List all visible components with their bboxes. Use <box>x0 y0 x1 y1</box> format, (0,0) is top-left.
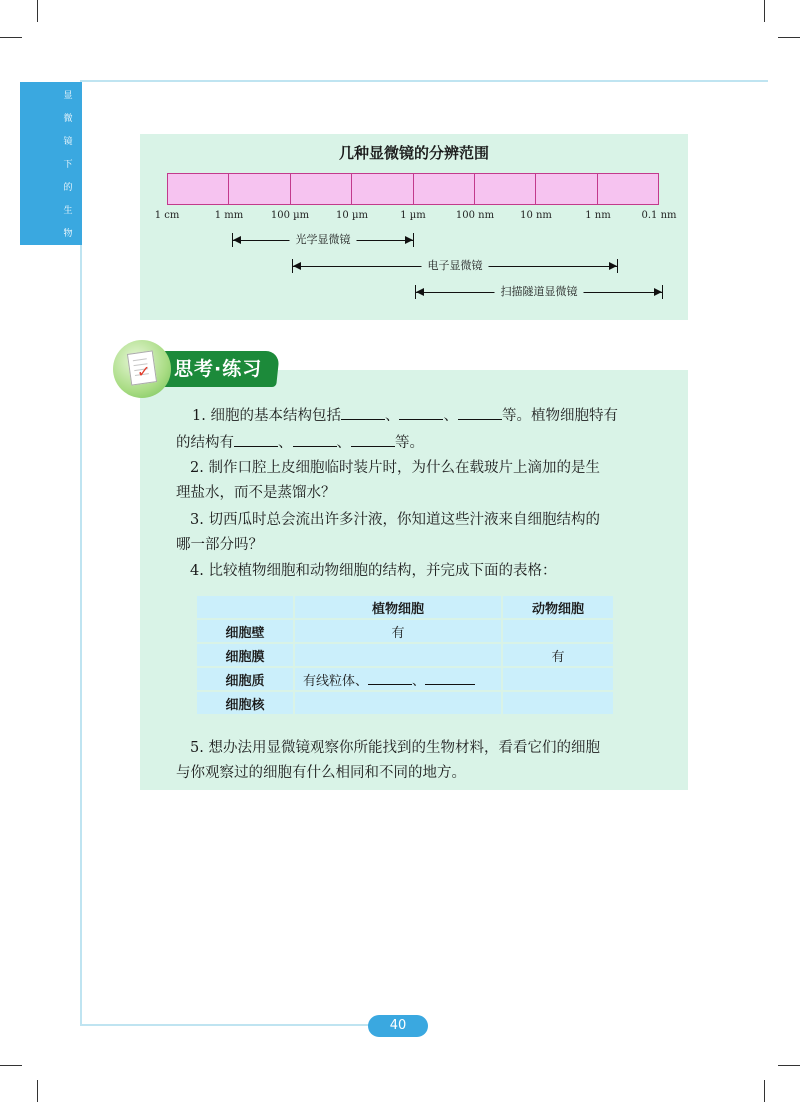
question-1 <box>190 401 690 431</box>
answer-blank[interactable] <box>351 430 395 447</box>
table-cell <box>294 667 502 691</box>
question-2: 2. 制作口腔上皮细胞临时装片时，为什么在载玻片上滴加的是生 <box>190 460 600 476</box>
question-text: 等。植物细胞特有 <box>501 408 618 424</box>
scale-label: 100 nm <box>455 210 495 221</box>
table-cell: 细胞质 <box>196 667 294 691</box>
side-tab-char: 的 <box>63 183 73 193</box>
scale-label: 100 µm <box>270 210 310 221</box>
side-tab-char: 显 <box>63 91 73 101</box>
header-rule <box>80 80 768 82</box>
resolution-figure <box>140 134 688 320</box>
question-4: 4. 比较植物细胞和动物细胞的结构，并完成下面的表格： <box>190 563 557 579</box>
table-cell[interactable] <box>502 691 614 715</box>
scale-bar <box>167 173 659 205</box>
crop-mark <box>764 1080 765 1102</box>
question-text: 的结构有 <box>176 435 234 451</box>
section-heading: 思考·练习 <box>174 358 263 380</box>
answer-blank[interactable] <box>425 672 475 685</box>
crop-mark <box>778 37 800 38</box>
scale-cell <box>414 174 475 204</box>
table-row <box>196 691 614 715</box>
answer-blank[interactable] <box>399 403 443 420</box>
exercise-icon <box>113 340 171 398</box>
answer-blank[interactable] <box>293 430 337 447</box>
answer-blank[interactable] <box>368 672 412 685</box>
range-label: 电子显微镜 <box>422 257 489 273</box>
side-tab-char: 物 <box>63 229 73 239</box>
question-text: 1. 细胞的基本结构包括 <box>192 408 341 424</box>
question-text: 等。 <box>395 435 424 451</box>
scale-label: 0.1 nm <box>641 210 677 221</box>
range-electron-microscope <box>292 259 618 273</box>
question-text: 、 <box>443 408 458 424</box>
question-5: 5. 想办法用显微镜观察你所能找到的生物材料，看看它们的细胞 <box>190 740 600 756</box>
table-header <box>196 595 294 619</box>
scale-cell <box>352 174 413 204</box>
cell-text: 有线粒体、 <box>303 673 369 689</box>
cell-text: 、 <box>412 673 426 689</box>
answer-blank[interactable] <box>341 403 385 420</box>
side-tab-char: 微 <box>63 114 73 124</box>
side-tab-char: 下 <box>63 160 73 170</box>
question-text: 、 <box>384 408 400 424</box>
scale-cell <box>536 174 597 204</box>
range-label: 扫描隧道显微镜 <box>495 283 584 299</box>
crop-mark <box>764 0 765 22</box>
scale-label: 10 nm <box>520 210 552 221</box>
scale-label: 1 cm <box>154 210 180 221</box>
crop-mark <box>0 1065 22 1066</box>
question-text: 、 <box>278 435 293 451</box>
table-cell[interactable] <box>294 643 502 667</box>
scale-cell <box>168 174 229 204</box>
margin-rule <box>80 245 82 1025</box>
question-5-cont: 与你观察过的细胞有什么相同和不同的地方。 <box>176 765 466 781</box>
side-tab-char: 镜 <box>63 137 73 147</box>
table-cell: 有 <box>502 643 614 667</box>
crop-mark <box>37 0 38 22</box>
scale-cell <box>598 174 658 204</box>
table-cell: 有 <box>294 619 502 643</box>
range-label: 光学显微镜 <box>290 231 357 247</box>
scale-cell <box>229 174 290 204</box>
scale-label: 1 nm <box>585 210 611 221</box>
table-cell: 细胞核 <box>196 691 294 715</box>
scale-label: 10 µm <box>336 210 368 221</box>
table-row <box>196 667 614 691</box>
table-header-row <box>196 595 614 619</box>
table-cell[interactable] <box>502 667 614 691</box>
table-row <box>196 619 614 643</box>
checkmark-icon: ✓ <box>137 362 151 381</box>
scale-label: 1 µm <box>400 210 426 221</box>
range-scanning-tunneling-microscope <box>415 285 663 299</box>
table-cell[interactable] <box>502 619 614 643</box>
question-text: 、 <box>336 435 351 451</box>
figure-title: 几种显微镜的分辨范围 <box>338 144 489 162</box>
scale-cell <box>291 174 352 204</box>
table-cell[interactable] <box>294 691 502 715</box>
table-cell: 细胞壁 <box>196 619 294 643</box>
chapter-side-tab <box>20 82 82 245</box>
table-header: 动物细胞 <box>502 595 614 619</box>
crop-mark <box>0 37 22 38</box>
answer-blank[interactable] <box>234 430 278 447</box>
page-number: 40 <box>368 1015 428 1037</box>
range-light-microscope <box>232 233 414 247</box>
scale-label: 1 mm <box>214 210 244 221</box>
comparison-table <box>195 594 615 716</box>
question-3-cont: 哪一部分吗？ <box>176 537 263 553</box>
answer-blank[interactable] <box>458 403 502 420</box>
crop-mark <box>37 1080 38 1102</box>
table-cell: 细胞膜 <box>196 643 294 667</box>
scale-cell <box>475 174 536 204</box>
table-row <box>196 643 614 667</box>
side-tab-char: 生 <box>63 206 73 216</box>
question-3: 3. 切西瓜时总会流出许多汁液，你知道这些汁液来自细胞结构的 <box>190 512 600 528</box>
crop-mark <box>778 1065 800 1066</box>
footer-rule <box>80 1024 370 1026</box>
table-header: 植物细胞 <box>294 595 502 619</box>
question-2-cont: 理盐水，而不是蒸馏水？ <box>176 485 336 501</box>
